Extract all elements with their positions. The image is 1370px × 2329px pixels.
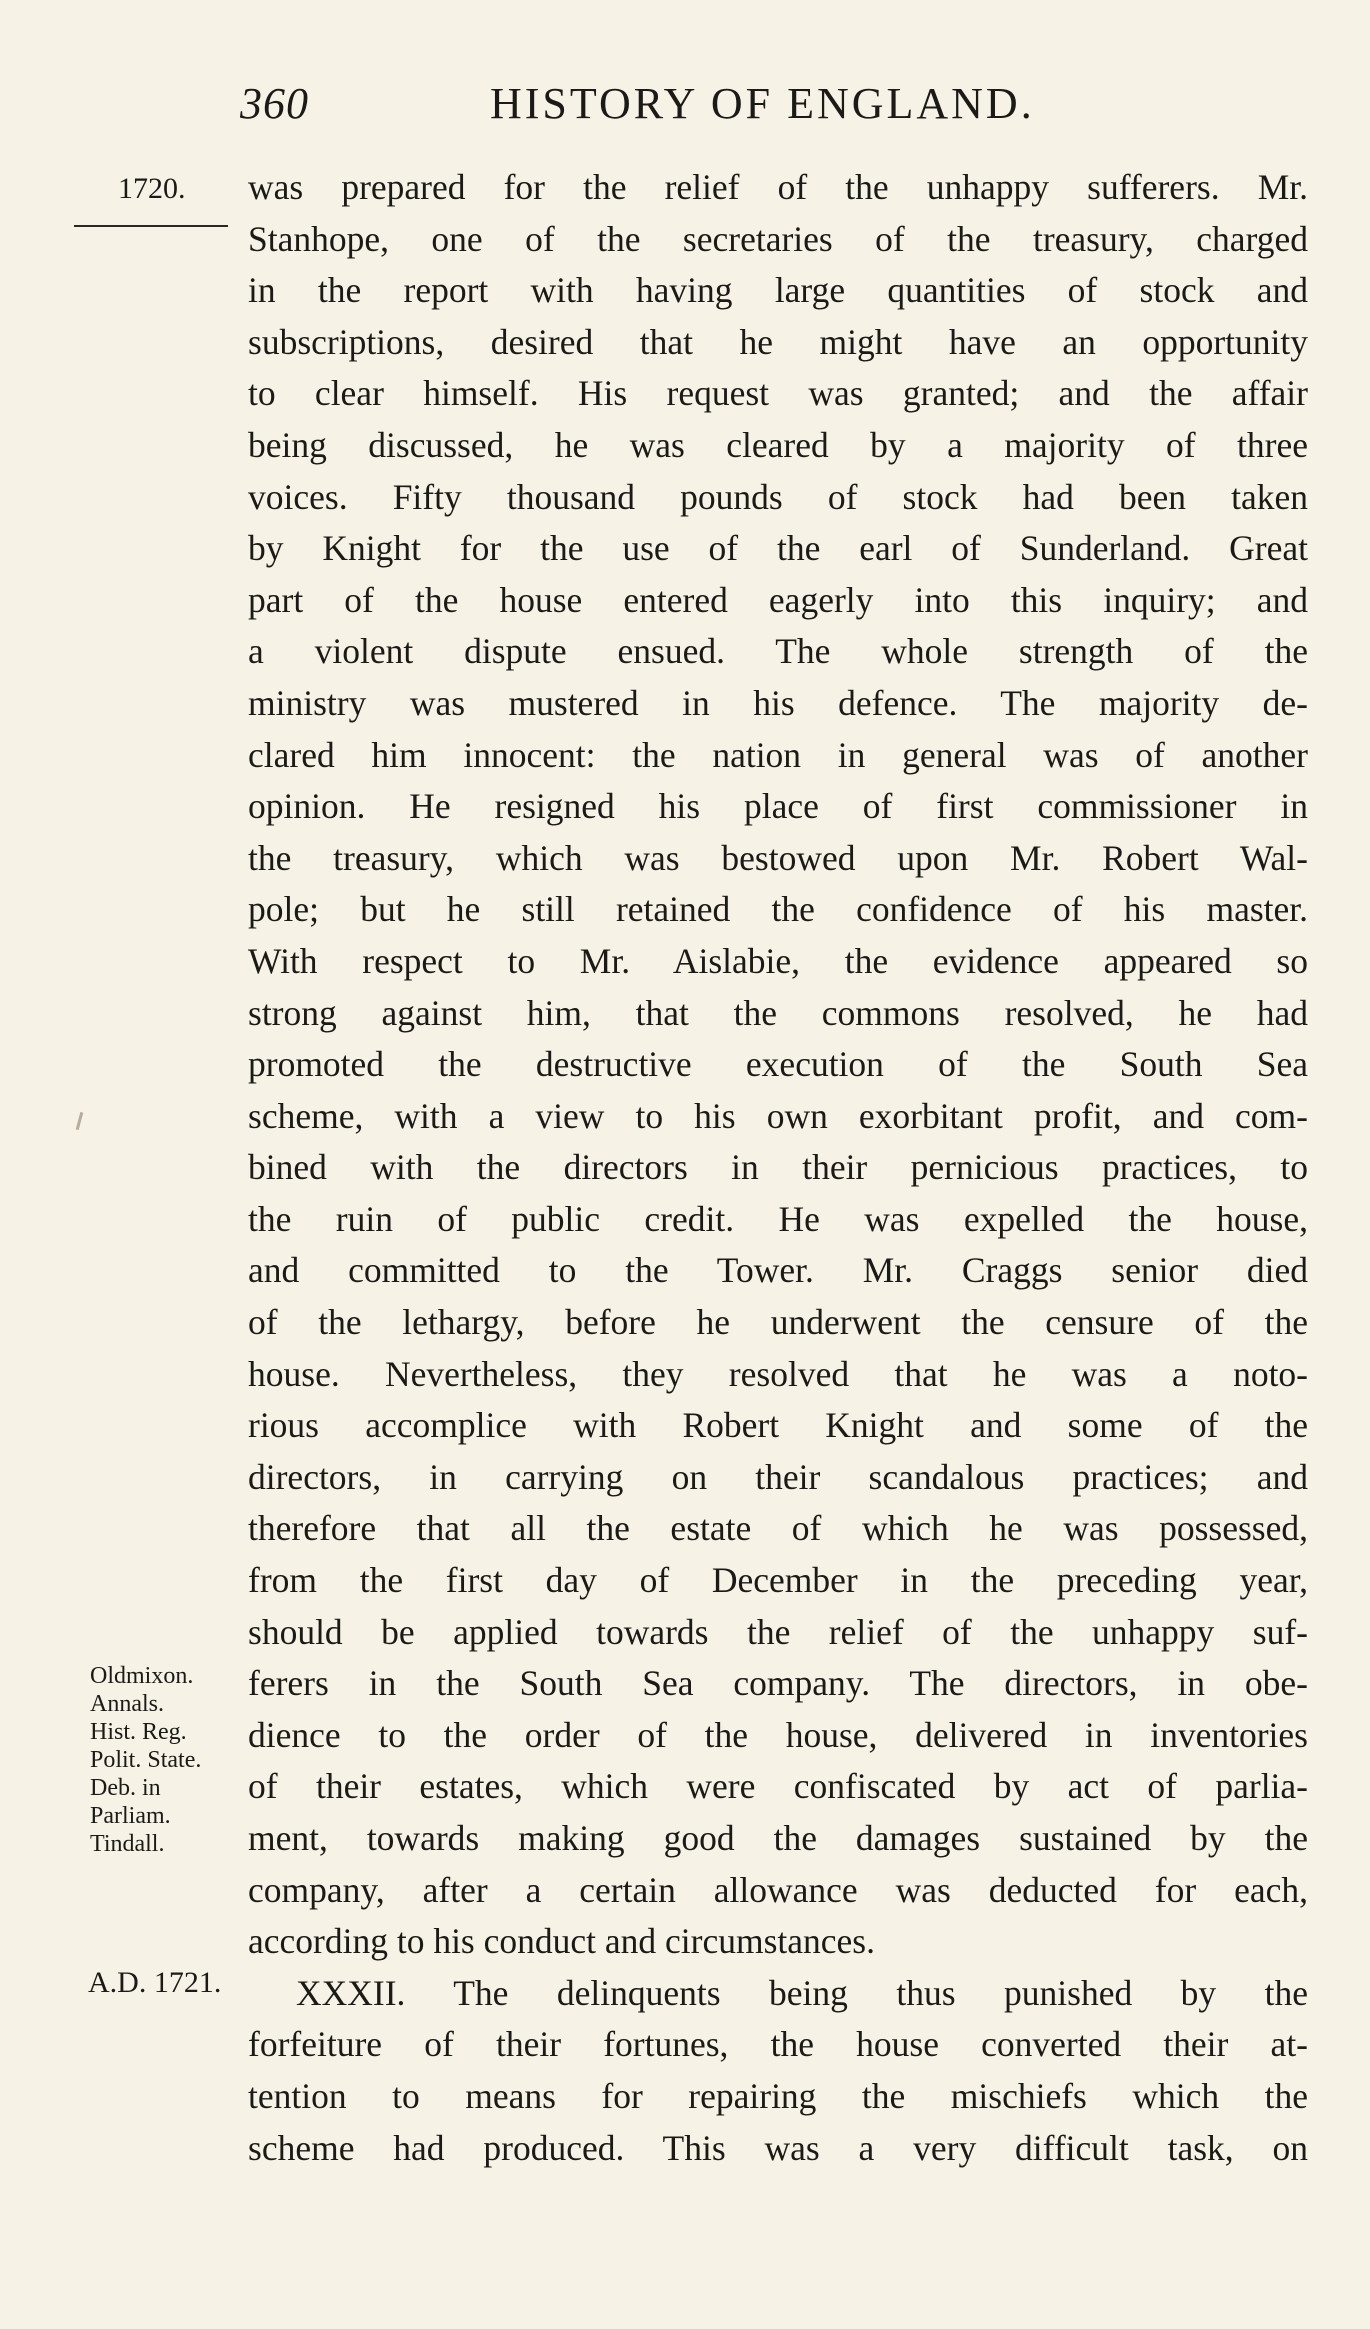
text-line: and committed to the Tower. Mr. Craggs senior died xyxy=(248,1250,1308,1291)
source-note: Parliam. xyxy=(90,1803,171,1829)
text-line: Stanhope, one of the secretaries of the treasury, charged xyxy=(248,218,1308,259)
text-line: forfeiture of their fortunes, the house converted their at- xyxy=(248,2024,1308,2065)
text-line: the treasury, which was bestowed upon Mr. Robert Wal- xyxy=(248,837,1308,878)
text-line: therefore that all the estate of which he was possessed, xyxy=(248,1508,1308,1549)
text-line: the ruin of public credit. He was expelled the house, xyxy=(248,1198,1308,1239)
text-line: pole; but he still retained the confidence of his master. xyxy=(248,889,1308,930)
source-note: Oldmixon. xyxy=(90,1663,194,1689)
text-line: directors, in carrying on their scandalous practices; and xyxy=(248,1456,1308,1497)
source-note: Deb. in xyxy=(90,1775,161,1801)
text-line: With respect to Mr. Aislabie, the evidence appeared so xyxy=(248,940,1308,981)
text-line: a violent dispute ensued. The whole strength of the xyxy=(248,631,1308,672)
text-line: bined with the directors in their pernicious practices, to xyxy=(248,1147,1308,1188)
text-line: tention to means for repairing the mischiefs which the xyxy=(248,2075,1308,2116)
text-line: rious accomplice with Robert Knight and some of the xyxy=(248,1405,1308,1446)
ink-mark xyxy=(76,1112,84,1130)
text-line: by Knight for the use of the earl of Sunderland. Great xyxy=(248,528,1308,569)
text-line: promoted the destructive execution of the South Sea xyxy=(248,1044,1308,1085)
text-line: part of the house entered eagerly into this inquiry; and xyxy=(248,579,1308,620)
text-line: voices. Fifty thousand pounds of stock had been taken xyxy=(248,476,1308,517)
text-line: dience to the order of the house, delivered in inventories xyxy=(248,1714,1308,1755)
text-line: to clear himself. His request was granted; and the affair xyxy=(248,373,1308,414)
source-note: Polit. State. xyxy=(90,1747,202,1773)
text-line: scheme, with a view to his own exorbitant profit, and com- xyxy=(248,1095,1308,1136)
text-line: scheme had produced. This was a very difficult task, on xyxy=(248,2127,1308,2168)
text-line: in the report with having large quantities of stock and xyxy=(248,270,1308,311)
text-line: should be applied towards the relief of the unhappy suf- xyxy=(248,1611,1308,1652)
margin-sources xyxy=(90,1662,201,1858)
text-line: according to his conduct and circumstances. xyxy=(248,1921,875,1962)
text-line: of the lethargy, before he underwent the censure of the xyxy=(248,1302,1308,1343)
page-number: 360 xyxy=(240,79,309,128)
margin-year: 1720. xyxy=(118,172,186,205)
text-line: company, after a certain allowance was deducted for each, xyxy=(248,1869,1308,1910)
text-line: from the first day of December in the preceding year, xyxy=(248,1560,1308,1601)
text-line: of their estates, which were confiscated by act of parlia- xyxy=(248,1766,1308,1807)
margin-rule xyxy=(74,225,228,227)
source-note: Annals. xyxy=(90,1691,164,1717)
running-title: HISTORY OF ENGLAND. xyxy=(490,79,1035,128)
section-start-line: XXXII. The delinquents being thus punished by the xyxy=(296,1972,1308,2013)
text-line: ministry was mustered in his defence. The majority de- xyxy=(248,682,1308,723)
running-head xyxy=(240,78,1140,138)
text-line: being discussed, he was cleared by a majority of three xyxy=(248,424,1308,465)
text-line: house. Nevertheless, they resolved that he was a noto- xyxy=(248,1353,1308,1394)
text-line: subscriptions, desired that he might have an opportunity xyxy=(248,321,1308,362)
text-line: ment, towards making good the damages sustained by the xyxy=(248,1818,1308,1858)
source-note: Tindall. xyxy=(90,1831,165,1857)
text-line: was prepared for the relief of the unhappy sufferers. Mr. xyxy=(248,167,1308,207)
text-line: ferers in the South Sea company. The directors, in obe- xyxy=(248,1663,1308,1704)
source-note: Hist. Reg. xyxy=(90,1719,187,1745)
margin-ad-year: A.D. 1721. xyxy=(88,1966,222,1999)
text-line: opinion. He resigned his place of first commissioner in xyxy=(248,786,1308,827)
text-line: strong against him, that the commons resolved, he had xyxy=(248,992,1308,1033)
text-line: clared him innocent: the nation in general was of another xyxy=(248,734,1308,775)
body-text xyxy=(248,162,1308,2174)
